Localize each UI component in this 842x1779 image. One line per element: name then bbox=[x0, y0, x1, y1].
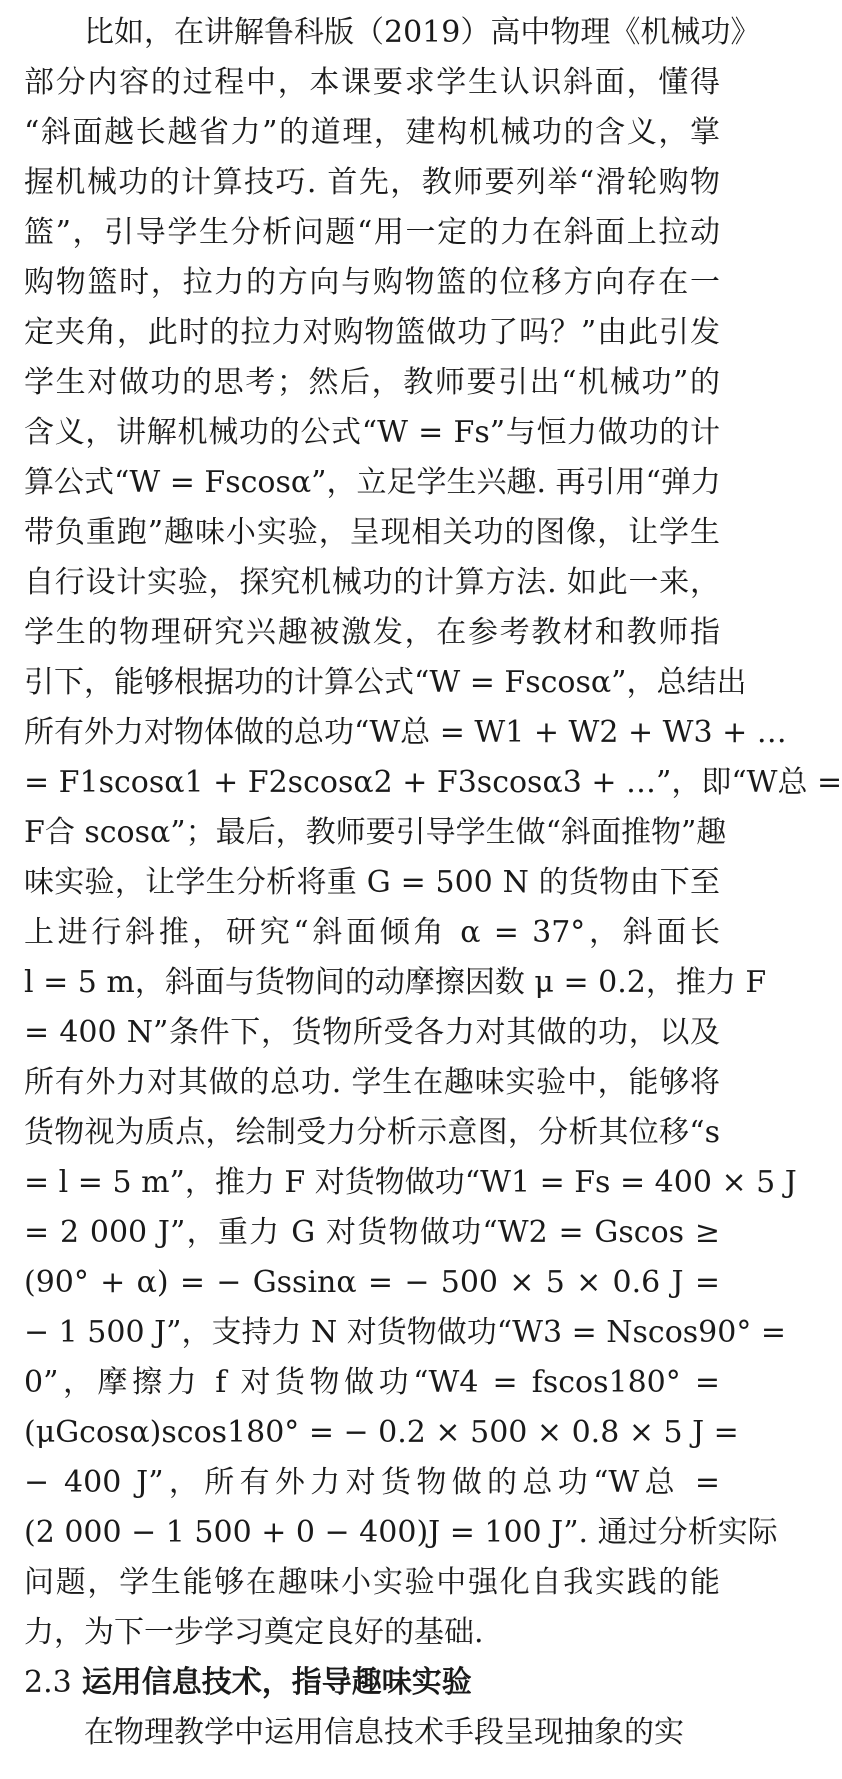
text-line: (μGcosα)scos180° = − 0.2 × 500 × 0.8 × 5 J = bbox=[24, 1415, 739, 1450]
section-heading bbox=[24, 1658, 720, 1708]
text-line: 学生对做功的思考；然后，教师要引出“机械功”的 bbox=[24, 365, 720, 400]
text-line: “斜面越长越省力”的道理，建构机械功的含义，掌 bbox=[24, 115, 720, 150]
text-line: 在物理教学中运用信息技术手段呈现抽象的实 bbox=[84, 1715, 684, 1750]
text-line: 0”，摩擦力 f 对货物做功“W4 = fscos180° = bbox=[24, 1365, 720, 1400]
text-line: = 400 N”条件下，货物所受各力对其做的功，以及 bbox=[24, 1015, 720, 1050]
text-line: 购物篮时，拉力的方向与购物篮的位移方向存在一 bbox=[24, 265, 720, 300]
section-title: 运用信息技术，指导趣味实验 bbox=[81, 1665, 472, 1700]
text-line: 含义，讲解机械功的公式“W = Fs”与恒力做功的计 bbox=[24, 415, 720, 450]
text-line: 部分内容的过程中，本课要求学生认识斜面，懂得 bbox=[24, 65, 720, 100]
text-line: 带负重跑”趣味小实验，呈现相关功的图像，让学生 bbox=[24, 515, 720, 550]
text-line: 篮”，引导学生分析问题“用一定的力在斜面上拉动 bbox=[24, 215, 720, 250]
text-line: 上进行斜推，研究“斜面倾角 α = 37°，斜面长 bbox=[24, 915, 720, 950]
text-line: 学生的物理研究兴趣被激发，在参考教材和教师指 bbox=[24, 615, 720, 650]
text-line: = l = 5 m”，推力 F 对货物做功“W1 = Fs = 400 × 5 J bbox=[24, 1165, 797, 1200]
paragraph-2 bbox=[24, 1708, 720, 1758]
text-line: = 2 000 J”，重力 G 对货物做功“W2 = Gscos ≥ bbox=[24, 1215, 720, 1250]
section-number: 2.3 bbox=[24, 1665, 72, 1700]
text-line: 味实验，让学生分析将重 G = 500 N 的货物由下至 bbox=[24, 865, 720, 900]
text-line: (90° + α) = − Gssinα = − 500 × 5 × 0.6 J = bbox=[24, 1265, 720, 1300]
text-line: 所有外力对其做的总功. 学生在趣味实验中，能够将 bbox=[24, 1065, 720, 1100]
text-line: − 400 J”，所有外力对货物做的总功“W总 = bbox=[24, 1465, 720, 1500]
paragraph-1 bbox=[24, 8, 842, 1658]
text-line: 握机械功的计算技巧. 首先，教师要列举“滑轮购物 bbox=[24, 165, 720, 200]
text-line: − 1 500 J”，支持力 N 对货物做功“W3 = Nscos90° = bbox=[24, 1315, 786, 1350]
text-line: F合 scosα”；最后，教师要引导学生做“斜面推物”趣 bbox=[24, 815, 727, 850]
text-line: l = 5 m，斜面与货物间的动摩擦因数 μ = 0.2，推力 F bbox=[24, 965, 767, 1000]
text-line: (2 000 − 1 500 + 0 − 400)J = 100 J”. 通过分析实际 bbox=[24, 1515, 778, 1550]
text-line: 问题，学生能够在趣味小实验中强化自我实践的能 bbox=[24, 1565, 720, 1600]
text-line: = F1scosα1 + F2scosα2 + F3scosα3 + …”，即“W总 = bbox=[24, 765, 842, 800]
text-line: 货物视为质点，绘制受力分析示意图，分析其位移“s bbox=[24, 1115, 720, 1150]
text-line: 自行设计实验，探究机械功的计算方法. 如此一来， bbox=[24, 565, 720, 600]
text-line: 所有外力对物体做的总功“W总 = W1 + W2 + W3 + … bbox=[24, 715, 787, 750]
text-line: 引下，能够根据功的计算公式“W = Fscosα”，总结出 bbox=[24, 665, 747, 700]
text-line: 定夹角，此时的拉力对购物篮做功了吗？”由此引发 bbox=[24, 315, 720, 350]
text-line: 力，为下一步学习奠定良好的基础. bbox=[24, 1615, 484, 1650]
text-line: 比如，在讲解鲁科版（2019）高中物理《机械功》 bbox=[84, 15, 761, 50]
text-line: 算公式“W = Fscosα”，立足学生兴趣. 再引用“弹力 bbox=[24, 465, 721, 500]
